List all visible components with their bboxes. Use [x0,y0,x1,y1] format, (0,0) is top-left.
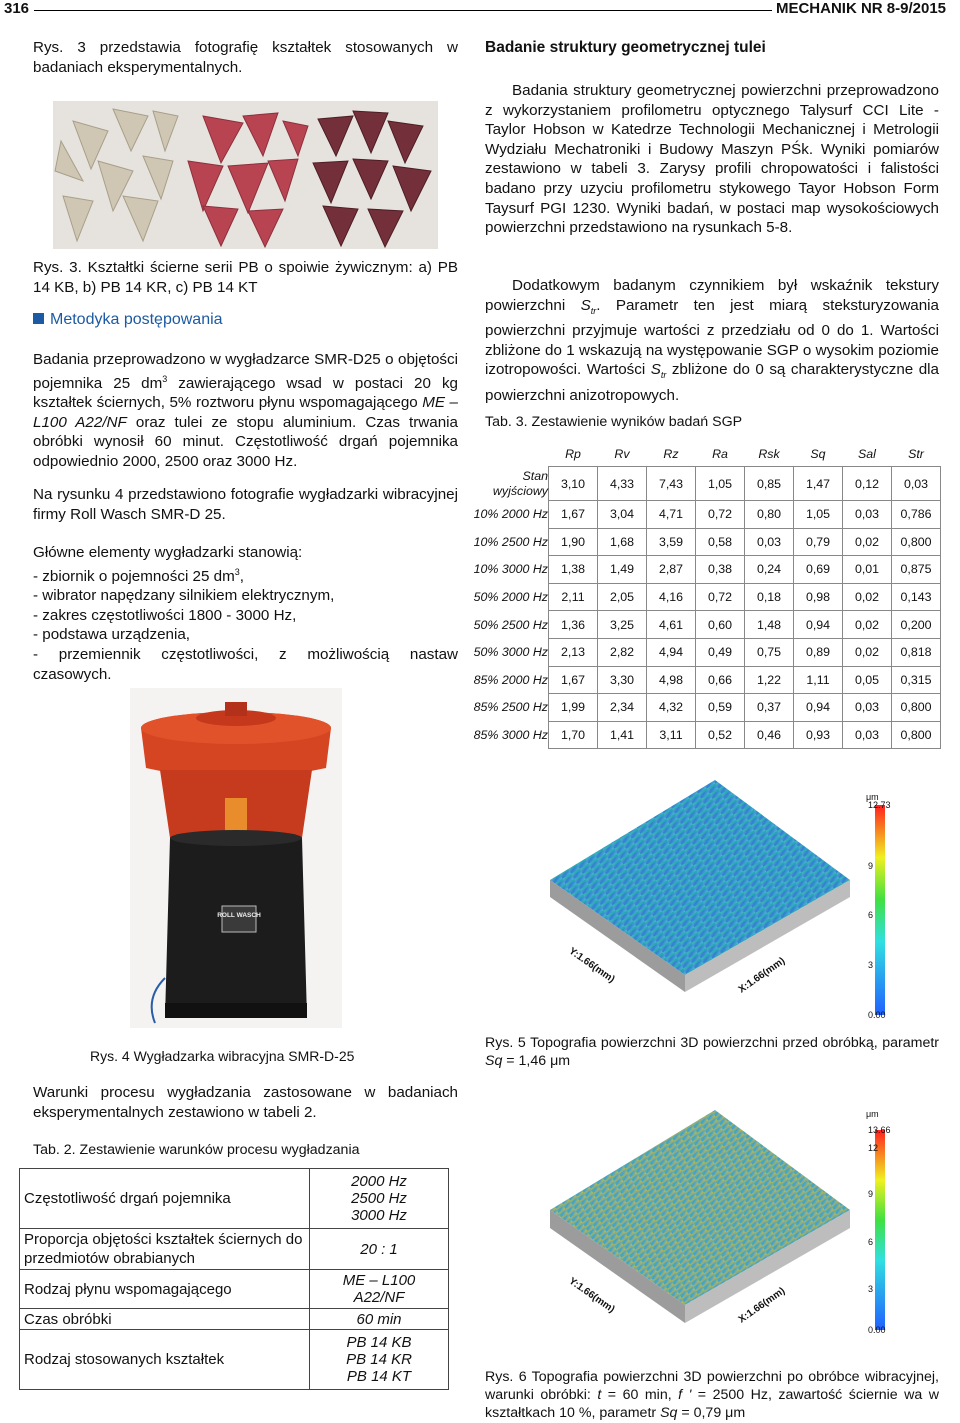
col-header: Rp [565,447,581,461]
table-row [472,556,941,584]
table-cell: 4,71 [647,501,696,529]
bullet-square-icon [33,313,44,324]
fig5-unit: μm [866,792,879,802]
table-cell: 0,05 [843,666,892,694]
table-cell: 0,800 [892,694,941,722]
list-item: - zakres częstotliwości 1800 - 3000 Hz, [33,606,297,624]
fig6-caption: Rys. 6 Topografia powierzchni 3D powierzchni po obróbce wibracyjnej, warunki obróbki: t = 60 min, f ' = 2500 Hz, zawartość ściernie wa w kształtkach 10 %, parametr Sq = 0,79 μm [485,1369,940,1421]
table-cell: 0,800 [892,721,941,749]
table-cell: 2,87 [647,556,696,584]
method-paragraph: Badania przeprowadzono w wygładzarce SMR-D25 o objętości pojemnika 25 $dm^3$ zawierającego wsad w postaci 20 kg kształtek ściernych, 5% roztworu płynu wspomagającego ME – L100 A22/NF oraz tulei ze stopu aluminium. Czas trwania obróbki wynosił 60 minut. Częstotliwość drgań pojemnika odpowiednio 2000, 2500 oraz 3000 Hz. [33,351,458,471]
table-cell: 0,89 [794,638,843,666]
table-2 [19,1168,449,1390]
tab3-caption: Tab. 3. Zestawienie wyników badań SGP [485,414,743,430]
table-cell: 1,68 [598,528,647,556]
table-row [472,583,941,611]
col-header: Ra [712,447,728,461]
list-item: - podstawa urządzenia, [33,626,191,644]
fig3-photo [53,101,438,249]
table-cell: 1,99 [549,694,598,722]
page-number: 316 [4,0,30,17]
fig6-topography: μm 13.66 12 9 6 3 0.00 Y:1.66(mm) X:1.66(mm) [540,1085,940,1350]
section-heading [33,311,223,329]
col-header: Sal [858,447,876,461]
table-cell: 0,02 [843,611,892,639]
section-title: Metodyka postępowania [50,311,223,328]
table-cell: 0,66 [696,666,745,694]
fig5-caption: Rys. 5 Topografia powierzchni 3D powierzchni przed obróbką, parametr Sq = 1,46 μm [485,1035,939,1069]
list-intro: Główne elementy wygładzarki stanowią: [33,544,303,561]
table-cell: 0,80 [745,501,794,529]
fig6-unit: μm [866,1109,879,1119]
table-cell: 0,143 [892,583,941,611]
table-cell: 0,94 [794,611,843,639]
row-label: 85% 3000 Hz [473,728,548,743]
table-cell: 1,38 [549,556,598,584]
table-cell: 3,04 [598,501,647,529]
table-cell: 0,38 [696,556,745,584]
table-cell: 0,03 [843,721,892,749]
table-cell: 7,43 [647,467,696,501]
table-row [472,528,941,556]
table-row [472,666,941,694]
table-cell: 2,34 [598,694,647,722]
table-cell: 0,58 [696,528,745,556]
fig6-x-axis: X:1.66(mm) [736,1285,788,1326]
table-cell: 3,25 [598,611,647,639]
table-cell: 0,98 [794,583,843,611]
table-cell: 0,46 [745,721,794,749]
row-label: Stan wyjściowy [492,468,548,498]
table-cell: 1,47 [794,467,843,501]
table-cell: 2,11 [549,583,598,611]
table-cell: 0,818 [892,638,941,666]
row-label: 50% 2500 Hz [473,617,548,632]
table-cell: 0,59 [696,694,745,722]
table-cell: 1,67 [549,666,598,694]
table-cell: 1,48 [745,611,794,639]
table-cell: 0,03 [745,528,794,556]
table-cell: 0,02 [843,583,892,611]
table-cell: 0,75 [745,638,794,666]
table-cell: 0,786 [892,501,941,529]
table-cell: 3,59 [647,528,696,556]
table-cell: 2,13 [549,638,598,666]
table-cell: 1,05 [794,501,843,529]
profilometer-paragraph: Badania struktury geometrycznej powierzchni przeprowadzono z wykorzystaniem profilometru optycznego Talysurf CCI Lite - Taylor Hobson w Katedrze Technologii Mechanicznej i Metrologii Wydziału Mechatroniki i Budowy Maszyn PŚk. Wyniki pomiarów zestawiono w tabeli 3. Zarysy profili chropowatości i falistości badano przy uzyciu profilometru stykowego Tayor Hobson Form Taysurf PGI 1230. Wyniki badań, w postaci map wysokościowych powierzchni przedstawiono na rysunkach 5-8. [485,82,939,237]
machine-logo: ROLL WASCH [217,912,261,919]
table-cell: 1,67 [549,501,598,529]
table-3 [472,442,941,749]
row-label: 10% 2000 Hz [473,507,548,522]
table-cell: 20 : 1 [310,1229,449,1270]
table-cell: 4,16 [647,583,696,611]
table-cell: 0,18 [745,583,794,611]
table-cell: 4,32 [647,694,696,722]
table-row: Rodzaj płynu wspomagającego ME – L100 A22/NF [20,1270,449,1309]
table-row [472,694,941,722]
table-header-row [472,442,941,467]
table-row: Czas obróbki 60 min [20,1309,449,1330]
fig3-caption: Rys. 3. Kształtki ścierne serii PB o spoiwie żywicznym: a) PB 14 KB, b) PB 14 KR, c) PB 14 KT [33,259,458,296]
table-cell: 4,98 [647,666,696,694]
journal-name: MECHANIK NR 8-9/2015 [772,0,946,17]
fig5-y-axis: Y:1.66(mm) [566,945,617,986]
table-cell: 0,37 [745,694,794,722]
table-cell: 2,05 [598,583,647,611]
row-label: 85% 2500 Hz [473,700,548,715]
row-label: 85% 2000 Hz [473,672,548,687]
machine-paragraph: Na rysunku 4 przedstawiono fotografie wygładzarki wibracyjnej firmy Roll Wasch SMR-D 25. [33,486,458,523]
table-cell: 4,61 [647,611,696,639]
table-row: Proporcja objętości kształtek ściernych do przedmiotów obrabianych 20 : 1 [20,1229,449,1270]
table-cell: 0,800 [892,528,941,556]
right-section-title: Badanie struktury geometrycznej tulei [485,39,766,56]
table-cell: 0,85 [745,467,794,501]
table-cell: 0,24 [745,556,794,584]
table-cell: 1,41 [598,721,647,749]
list-item: - wibrator napędzany silnikiem elektrycznym, [33,587,335,605]
table-cell: 0,52 [696,721,745,749]
table-cell: 1,36 [549,611,598,639]
table-cell: 1,22 [745,666,794,694]
table-cell: PB 14 KB PB 14 KR PB 14 KT [310,1330,449,1390]
table-cell: 0,02 [843,528,892,556]
conditions-paragraph: Warunki procesu wygładzania zastosowane w badaniach eksperymentalnych zestawiono w tabeli 2. [33,1084,458,1121]
row-label: 10% 2500 Hz [473,534,548,549]
col-header: Rv [614,447,630,461]
table-cell: 3,10 [549,467,598,501]
table-cell: 1,70 [549,721,598,749]
table-row: Rodzaj stosowanych kształtek PB 14 KB PB 14 KR PB 14 KT [20,1330,449,1390]
fig5-x-axis: X:1.66(mm) [736,955,788,996]
intro-paragraph: Rys. 3 przedstawia fotografię kształtek stosowanych w badaniach eksperymentalnych. [33,39,458,76]
table-cell: 0,79 [794,528,843,556]
fig4-caption: Rys. 4 Wygładzarka wibracyjna SMR-D-25 [90,1048,355,1064]
table-cell: 2,82 [598,638,647,666]
vibratory-finisher-image [130,688,342,1028]
list-item: - przemiennik częstotliwości, z możliwością nastaw czasowych. [33,646,458,683]
table-cell: 1,90 [549,528,598,556]
row-label: 10% 3000 Hz [473,562,548,577]
abrasive-shapes-image [53,101,438,249]
table-cell: 4,94 [647,638,696,666]
table-cell: 0,02 [843,638,892,666]
table-cell: 0,03 [843,694,892,722]
table-cell: 0,200 [892,611,941,639]
table-cell: 0,72 [696,501,745,529]
table-cell: 0,01 [843,556,892,584]
col-header: Rsk [758,447,780,461]
table-cell: 0,72 [696,583,745,611]
table-cell: 0,69 [794,556,843,584]
row-label: 50% 3000 Hz [473,645,548,660]
col-header: Rz [663,447,679,461]
table-cell: 1,11 [794,666,843,694]
table-cell: 0,03 [892,467,941,501]
table-row [472,501,941,529]
row-label: 50% 2000 Hz [473,590,548,605]
table-row [472,721,941,749]
table-cell: 1,05 [696,467,745,501]
table-row: Częstotliwość drgań pojemnika 2000 Hz 2500 Hz 3000 Hz [20,1169,449,1229]
table-cell: 0,60 [696,611,745,639]
table-cell: 3,11 [647,721,696,749]
table-cell: 0,315 [892,666,941,694]
col-header: Sq [810,447,826,461]
table-cell: 0,93 [794,721,843,749]
fig4-photo [130,688,342,1028]
col-header: Str [908,447,924,461]
table-cell: 0,12 [843,467,892,501]
table-row [472,611,941,639]
texture-paragraph: Dodatkowym badanym czynnikiem był wskaźnik tekstury powierzchni $S_{tr}$. Parametr ten jest miarą steksturyzowania powierzchni przyjmuje wartości z przedziału od 0 do 1. Wartości zbliżone do 1 wskazują na występowanie SGP o wysokim poziomie izotropowości. Wartości $S_{tr}$ zbliżone do 0 są charakterystyczne dla powierzchni anizotropowych. [485,277,940,405]
table-cell: 60 min [310,1309,449,1330]
table-cell: 0,03 [843,501,892,529]
tab2-caption: Tab. 2. Zestawienie warunków procesu wygładzania [33,1142,360,1158]
elements-list [33,543,458,684]
table-cell: 0,94 [794,694,843,722]
table-cell: 0,875 [892,556,941,584]
table-cell: 3,30 [598,666,647,694]
table-cell: 2000 Hz 2500 Hz 3000 Hz [310,1169,449,1229]
table-cell: 4,33 [598,467,647,501]
fig6-y-axis: Y:1.66(mm) [566,1275,617,1316]
table-cell: ME – L100 A22/NF [310,1270,449,1309]
fig5-topography: μm 12.73 9 6 3 0.00 Y:1.66(mm) X:1.66(mm) [540,760,940,1022]
table-cell: 1,49 [598,556,647,584]
table-row [472,638,941,666]
list-item: - zbiornik o pojemności 25 $dm^3$, [33,566,244,585]
table-row [472,467,941,501]
table-cell: 0,49 [696,638,745,666]
